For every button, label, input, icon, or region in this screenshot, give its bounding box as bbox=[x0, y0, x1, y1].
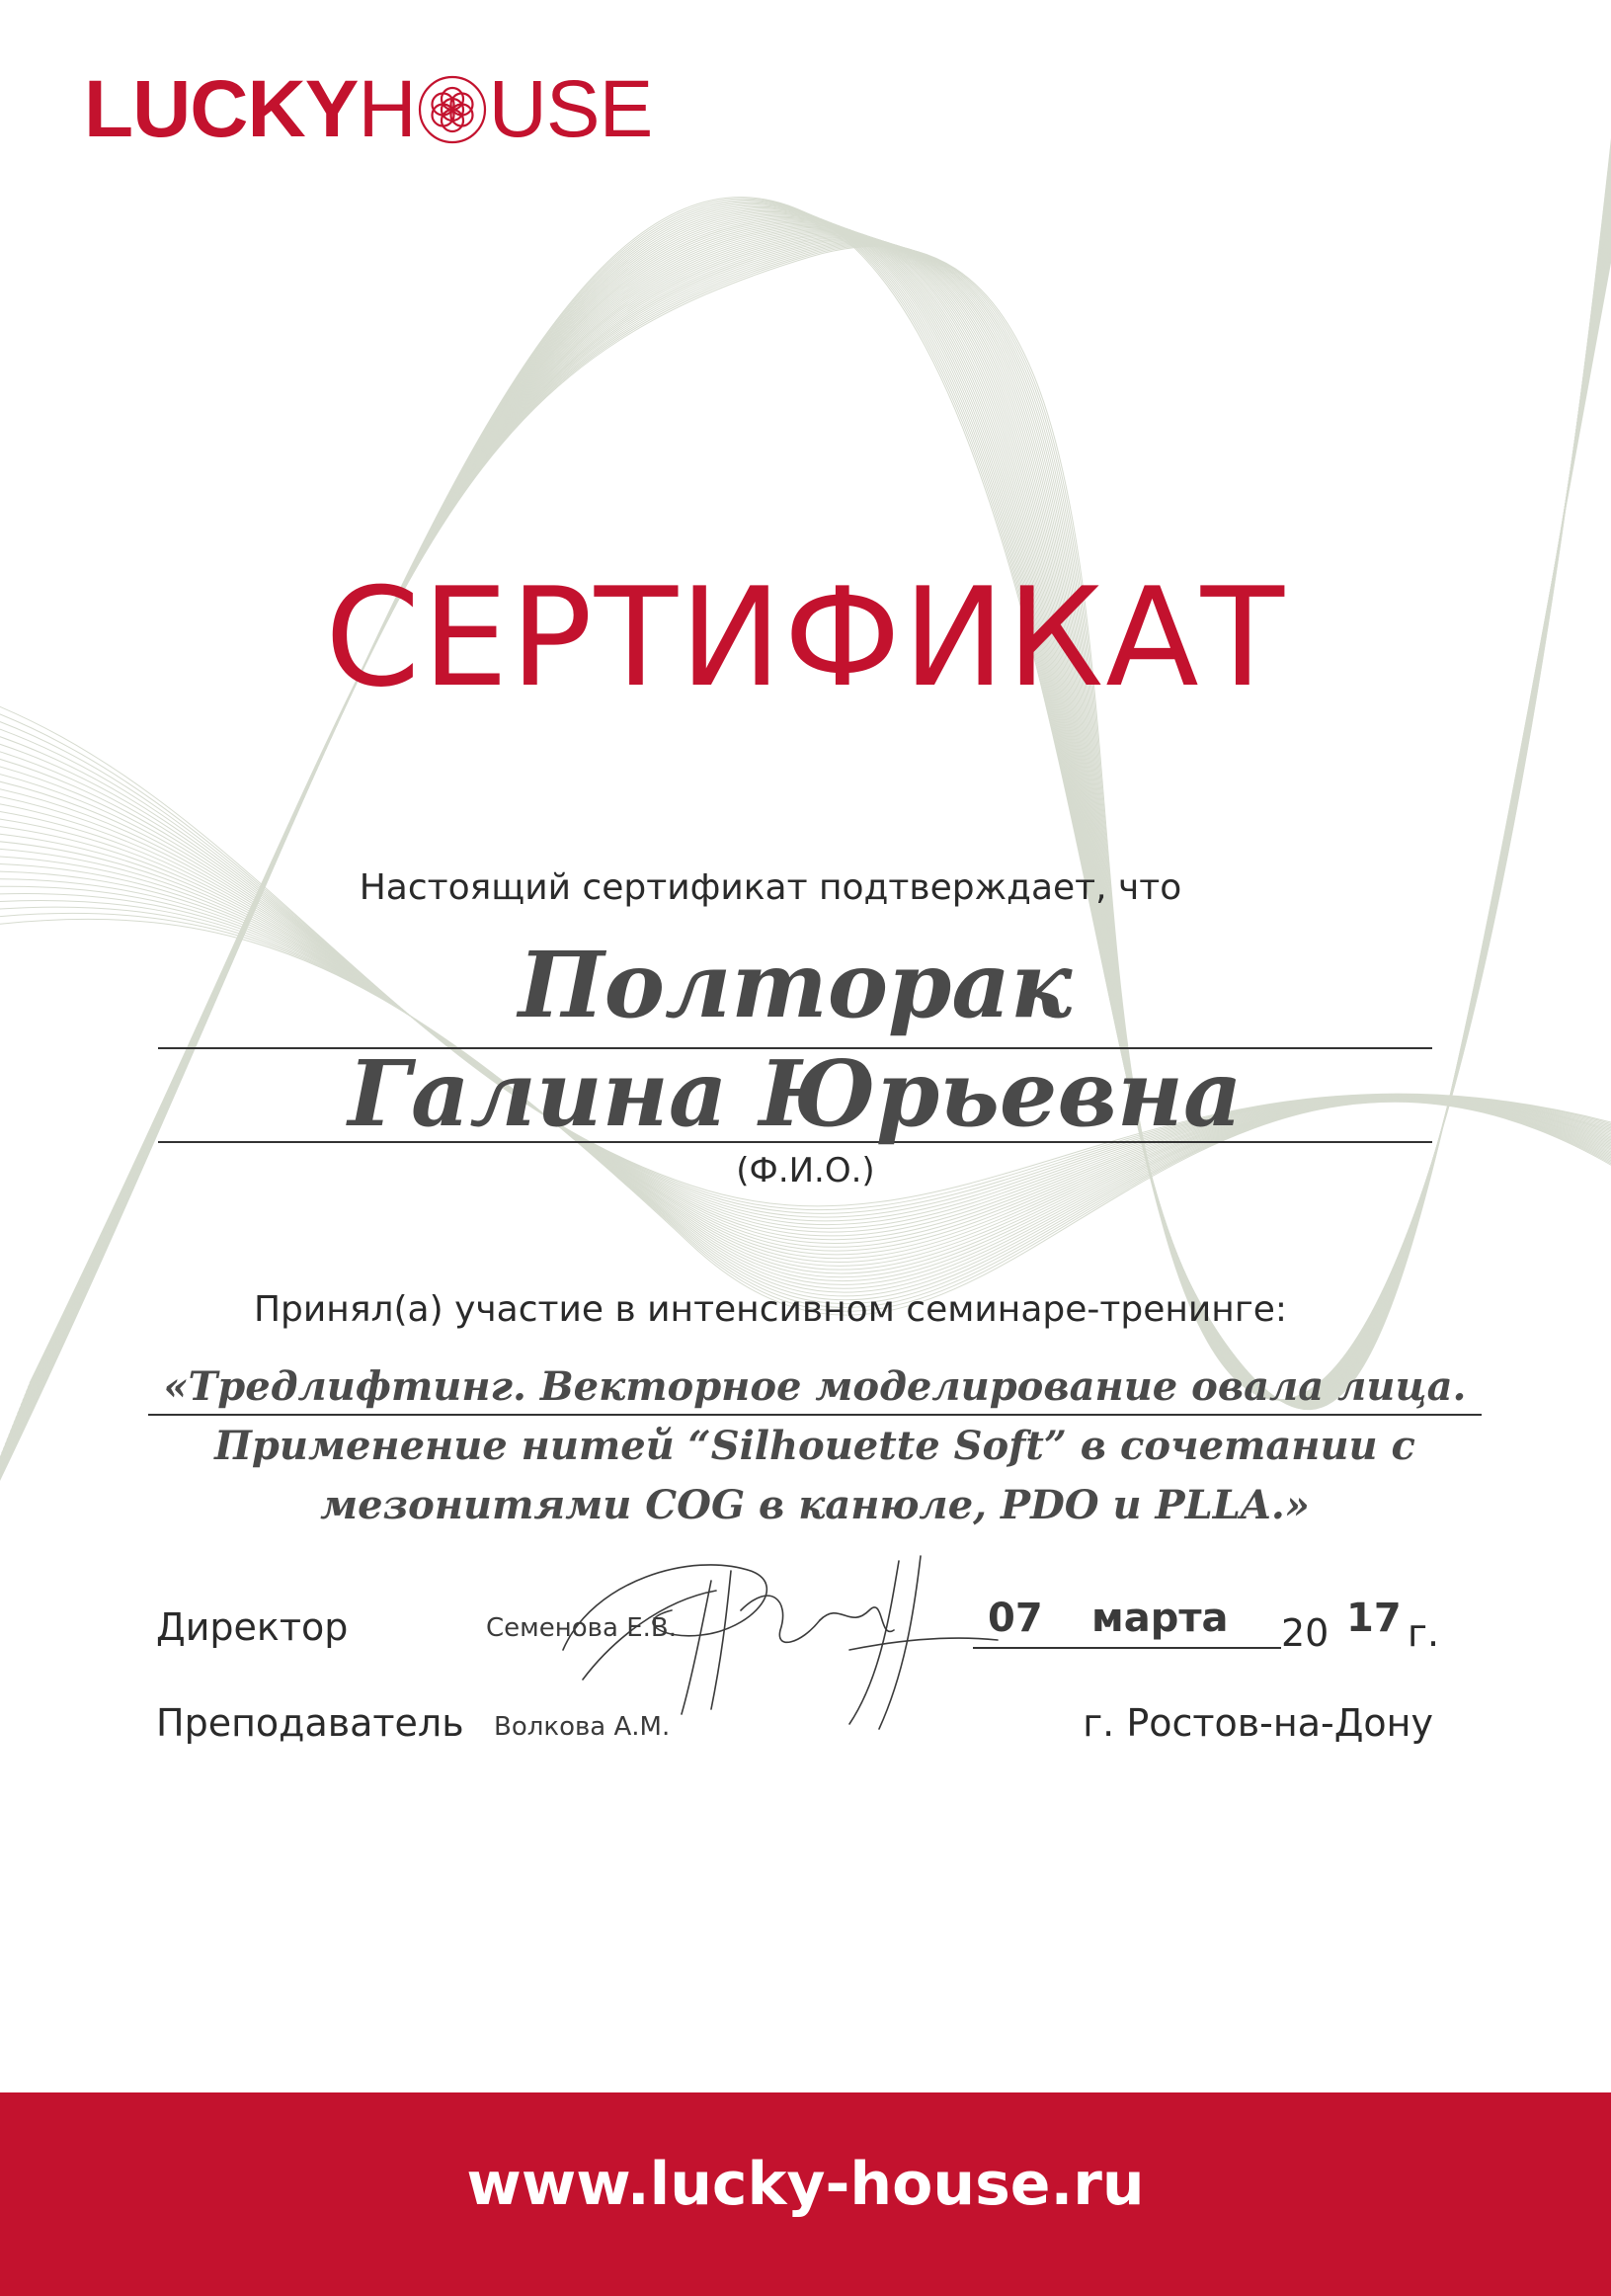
director-label: Директор bbox=[156, 1605, 349, 1649]
date-underline bbox=[973, 1647, 1281, 1649]
logo-text-use: USE bbox=[488, 64, 653, 154]
footer-band bbox=[0, 2092, 1611, 2296]
participation-text: Принял(а) участие в интенсивном семинаре-тренинге: bbox=[253, 1289, 1288, 1330]
course-title-line-1: «Тредлифтинг. Векторное моделирование овала лица. bbox=[148, 1363, 1482, 1416]
handwritten-signature bbox=[553, 1541, 1007, 1739]
issue-date bbox=[973, 1596, 1447, 1655]
city: г. Ростов-на-Дону bbox=[1083, 1701, 1433, 1745]
logo-text-h: H bbox=[358, 64, 416, 154]
date-day: 07 bbox=[988, 1596, 1043, 1641]
date-year-unit: г. bbox=[1408, 1611, 1440, 1655]
course-title-line-2: Применение нитей “Silhouette Soft” в сочетании с bbox=[214, 1423, 1415, 1469]
recipient-surname: Полторак bbox=[158, 924, 1432, 1049]
date-year-prefix: 20 bbox=[1281, 1611, 1329, 1655]
confirm-text: Настоящий сертификат подтверждает, что bbox=[359, 867, 1182, 908]
name-caption: (Ф.И.О.) bbox=[736, 1151, 875, 1190]
teacher-label: Преподаватель bbox=[156, 1701, 464, 1745]
certificate-title: СЕРТИФИКАТ bbox=[325, 558, 1286, 717]
recipient-given-names: Галина Юрьевна bbox=[158, 1047, 1432, 1143]
flower-of-life-icon bbox=[418, 75, 487, 144]
website-url: www.lucky-house.ru bbox=[466, 2150, 1145, 2219]
date-year-suffix: 17 bbox=[1346, 1596, 1402, 1641]
director-name: Семенова Е.В. bbox=[486, 1613, 677, 1643]
company-logo bbox=[84, 65, 652, 154]
course-title-line-3: мезонитями COG в канюле, PDO и PLLA.» bbox=[320, 1482, 1310, 1528]
logo-text-lucky: LUCKY bbox=[84, 64, 359, 154]
date-month: марта bbox=[1091, 1596, 1229, 1641]
teacher-name: Волкова А.М. bbox=[494, 1712, 671, 1742]
